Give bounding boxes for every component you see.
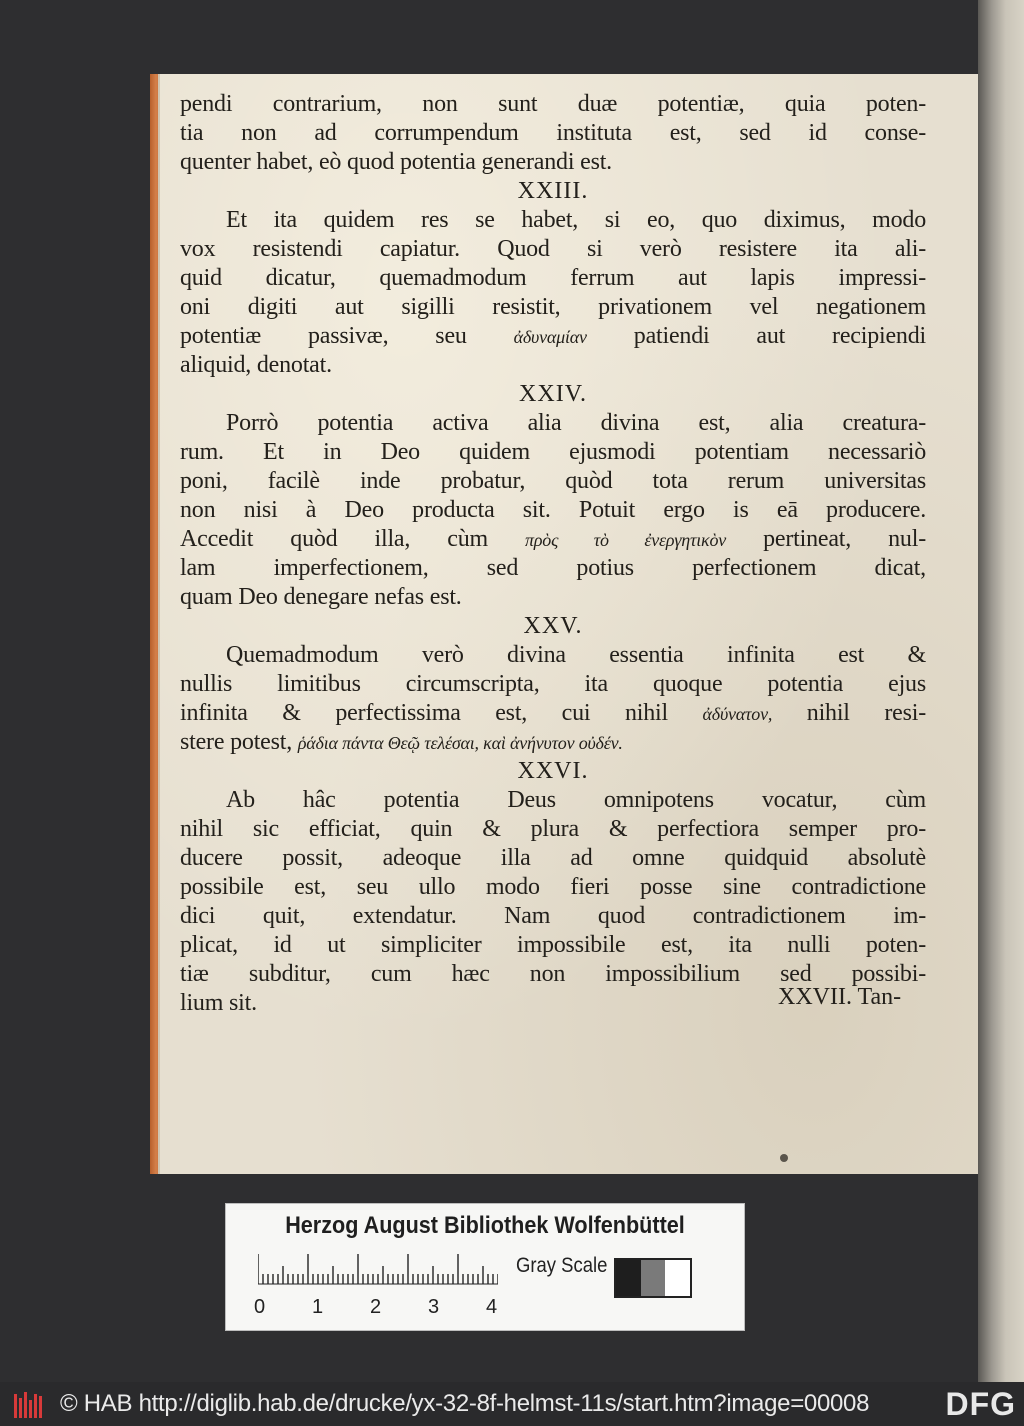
ruler-number: 0 xyxy=(254,1296,266,1318)
text-line xyxy=(180,670,926,699)
latin-text: nihil resi- xyxy=(806,700,926,726)
color-reference-card xyxy=(225,1203,745,1331)
latin-text: potentiæ passivæ, seu xyxy=(180,323,467,349)
text-line xyxy=(180,844,926,873)
latin-text: tia non ad corrumpendum instituta est, sed id conse- xyxy=(180,120,926,146)
latin-text: nihil sic efficiat, quin & plura & perfectiora semper pro- xyxy=(180,816,926,842)
section-heading: XXIII. xyxy=(517,178,589,204)
latin-text: lium sit. xyxy=(180,990,257,1016)
text-line xyxy=(180,438,926,467)
ruler-icon xyxy=(258,1254,498,1294)
text-line xyxy=(180,873,926,902)
text-line xyxy=(180,641,926,670)
text-line xyxy=(180,293,926,322)
section-heading: XXIV. xyxy=(519,381,587,407)
greek-text: ἀδυναμίαν xyxy=(513,327,587,347)
latin-text: Accedit quòd illa, cùm xyxy=(180,526,488,552)
latin-text: non nisi à Deo producta sit. Potuit ergo is eā producere. xyxy=(180,497,926,523)
gray-swatch xyxy=(616,1260,641,1296)
latin-text: quenter habet, eò quod potentia generandi est. xyxy=(180,149,612,175)
text-line xyxy=(180,931,926,960)
viewer-footer xyxy=(0,1382,1024,1426)
gray-swatch xyxy=(641,1260,666,1296)
latin-text: pertineat, nul- xyxy=(763,526,926,552)
latin-text: possibile est, seu ullo modo fieri posse sine contradictione xyxy=(180,874,926,900)
text-line xyxy=(180,467,926,496)
text-line xyxy=(180,815,926,844)
latin-text: Porrò potentia activa alia divina est, alia creatura- xyxy=(226,410,926,436)
greek-text: ἀδύνατον, xyxy=(702,704,773,724)
adjacent-page-edge xyxy=(978,0,1024,1382)
text-line xyxy=(180,554,926,583)
latin-text: quam Deo denegare nefas est. xyxy=(180,584,462,610)
text-line xyxy=(180,148,926,177)
text-line xyxy=(180,351,926,380)
latin-text: plicat, id ut simpliciter impossibile est, ita nulli poten- xyxy=(180,932,926,958)
page-text xyxy=(180,90,926,1018)
latin-text: Quemadmodum verò divina essentia infinita est & xyxy=(226,642,926,668)
latin-text: dici quit, extendatur. Nam quod contradictionem im- xyxy=(180,903,926,929)
dfg-logo: DFG xyxy=(945,1386,1016,1422)
ruler-number: 2 xyxy=(370,1296,382,1318)
ruler-number: 1 xyxy=(312,1296,324,1318)
latin-text: ducere possit, adeoque illa ad omne quidquid absolutè xyxy=(180,845,926,871)
text-line xyxy=(180,206,926,235)
section-heading: XXV. xyxy=(523,613,583,639)
text-line xyxy=(180,902,926,931)
latin-text: vox resistendi capiatur. Quod si verò resistere ita ali- xyxy=(180,236,926,262)
gray-scale-label: Gray Scale xyxy=(516,1254,608,1277)
gray-swatch xyxy=(665,1260,690,1296)
text-line xyxy=(180,496,926,525)
ruler-number: 4 xyxy=(486,1296,498,1318)
text-line xyxy=(180,583,926,612)
greek-text: ῥάδια πάντα Θεῷ τελέσαι, καὶ ἀνήνυτον οὐδέν. xyxy=(297,733,623,753)
latin-text: poni, facilè inde probatur, quòd tota rerum universitas xyxy=(180,468,926,494)
latin-text: rum. Et in Deo quidem ejusmodi potentiam necessariò xyxy=(180,439,926,465)
latin-text: infinita & perfectissima est, cui nihil xyxy=(180,700,668,726)
text-line xyxy=(180,786,926,815)
text-line xyxy=(180,119,926,148)
text-line xyxy=(180,322,926,351)
ruler-number: 3 xyxy=(428,1296,440,1318)
latin-text: nullis limitibus circumscripta, ita quoque potentia ejus xyxy=(180,671,926,697)
latin-text: lam imperfectionem, sed potius perfectionem dicat, xyxy=(180,555,926,581)
latin-text: aliquid, denotat. xyxy=(180,352,332,378)
latin-text: pendi contrarium, non sunt duæ potentiæ, quia poten- xyxy=(180,91,926,117)
latin-text: quid dicatur, quemadmodum ferrum aut lapis impressi- xyxy=(180,265,926,291)
latin-text: stere potest, xyxy=(180,729,293,755)
catchword: XXVII. Tan- xyxy=(778,984,902,1010)
latin-text: patiendi aut recipiendi xyxy=(633,323,926,349)
text-line xyxy=(180,264,926,293)
text-line xyxy=(180,90,926,119)
source-url-link[interactable]: © HAB http://diglib.hab.de/drucke/yx-32-8f-helmst-11s/start.htm?image=00008 xyxy=(60,1390,870,1417)
text-line xyxy=(180,235,926,264)
library-title: Herzog August Bibliothek Wolfenbüttel xyxy=(285,1212,685,1239)
text-line xyxy=(180,525,926,554)
latin-text: Ab hâc potentia Deus omnipotens vocatur, cùm xyxy=(226,787,926,813)
text-line xyxy=(180,699,926,728)
greek-text: πρὸς τὸ ἐνεργητικὸν xyxy=(525,530,727,550)
latin-text: oni digiti aut sigilli resistit, privationem vel negationem xyxy=(180,294,926,320)
section-heading: XXVI. xyxy=(517,758,589,784)
latin-text: tiæ subditur, cum hæc non impossibilium sed possibi- xyxy=(180,961,926,987)
paper-spot xyxy=(780,1154,788,1162)
gray-scale-swatches xyxy=(614,1258,692,1298)
latin-text: Et ita quidem res se habet, si eo, quo diximus, modo xyxy=(226,207,926,233)
text-line xyxy=(180,728,926,757)
hab-logo-icon xyxy=(14,1390,48,1418)
text-line xyxy=(180,409,926,438)
